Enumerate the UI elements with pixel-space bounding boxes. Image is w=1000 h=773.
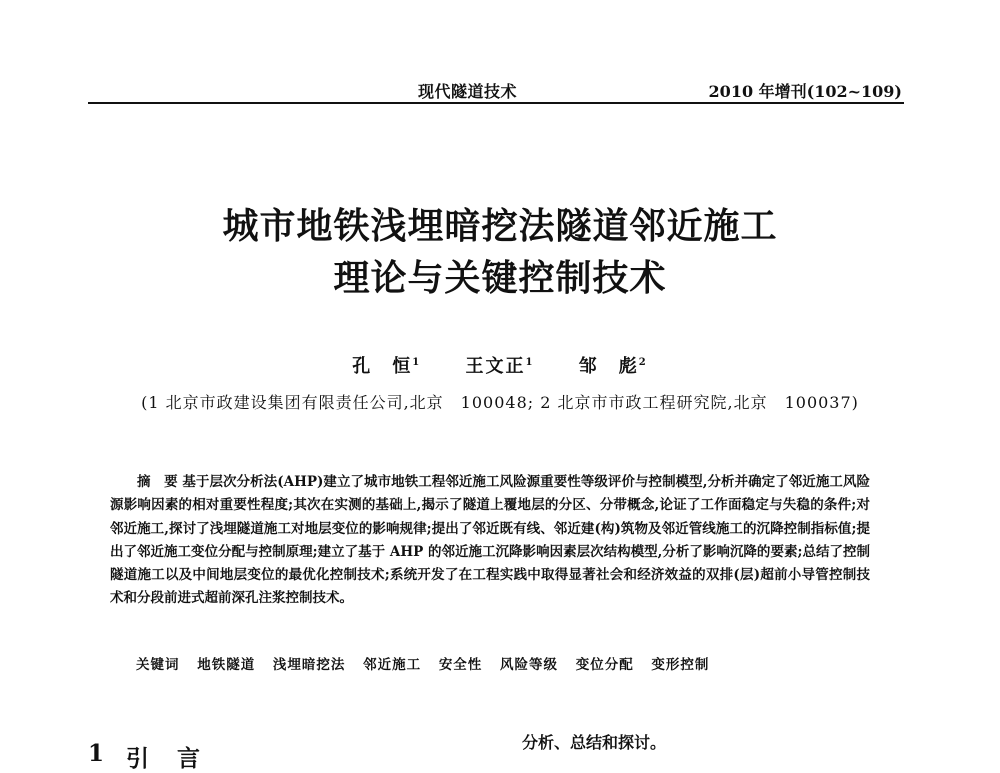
right-column-text: 分析、总结和探讨。	[522, 733, 667, 752]
keyword-item: 变形控制	[651, 657, 710, 673]
title-line-2: 理论与关键控制技术	[333, 257, 667, 299]
keywords-label: 关键词	[136, 657, 180, 673]
abstract-label: 摘 要	[137, 474, 178, 490]
author-3	[579, 352, 648, 378]
author-3-name: 邹 彪	[578, 356, 639, 377]
author-2-affiliation-marker: 1	[525, 357, 535, 368]
keyword-item: 邻近施工	[363, 657, 422, 673]
keyword-item: 地铁隧道	[197, 657, 256, 673]
keywords	[136, 653, 886, 673]
author-2	[466, 352, 535, 378]
affiliations: (1 北京市政建设集团有限责任公司,北京 100048; 2 北京市市政工程研究院,北京 100037)	[141, 393, 859, 412]
section-title: 引 言	[126, 745, 211, 772]
article-title	[100, 200, 900, 304]
author-2-name: 王文正	[465, 356, 526, 377]
journal-title: 现代隧道技术	[418, 82, 518, 101]
section-number: 1	[88, 740, 105, 767]
author-1	[352, 352, 421, 378]
issue-info: 2010 年增刊(102~109)	[708, 82, 902, 101]
page-header	[88, 76, 904, 104]
keyword-item: 风险等级	[500, 657, 559, 673]
header-divider	[88, 102, 904, 104]
abstract-text: 基于层次分析法(AHP)建立了城市地铁工程邻近施工风险源重要性等级评价与控制模型,分析并确定了邻近施工风险源影响因素的相对重要性程度;其次在实测的基础上,揭示了隧道上覆地层的分区、分带概念,论证了工作面稳定与失稳的条件;对邻近施工,探讨了浅埋隧道施工对地层变位的影响规律;提出了邻近既有线、邻近建(构)筑物及邻近管线施工的沉降控制指标值;提出了邻近施工变位分配与控制原理;建立了基于 AHP 的邻近施工沉降影响因素层次结构模型,分析了影响沉降的要素;总结了控制隧道施工以及中间地层变位的最优化控制技术;系统开发了在工程实践中取得显著社会和经济效益的双排(层)超前小导管控制技术和分段前进式超前深孔注浆控制技术。	[110, 474, 870, 607]
keyword-item: 变位分配	[575, 657, 634, 673]
author-1-affiliation-marker: 1	[412, 357, 422, 368]
abstract	[110, 471, 870, 611]
title-line-1: 城市地铁浅埋暗挖法隧道邻近施工	[222, 205, 778, 247]
keyword-item: 浅埋暗挖法	[272, 657, 346, 673]
author-3-affiliation-marker: 2	[638, 357, 648, 368]
keyword-item: 安全性	[438, 657, 483, 673]
author-1-name: 孔 恒	[352, 356, 413, 377]
author-list	[100, 352, 900, 378]
